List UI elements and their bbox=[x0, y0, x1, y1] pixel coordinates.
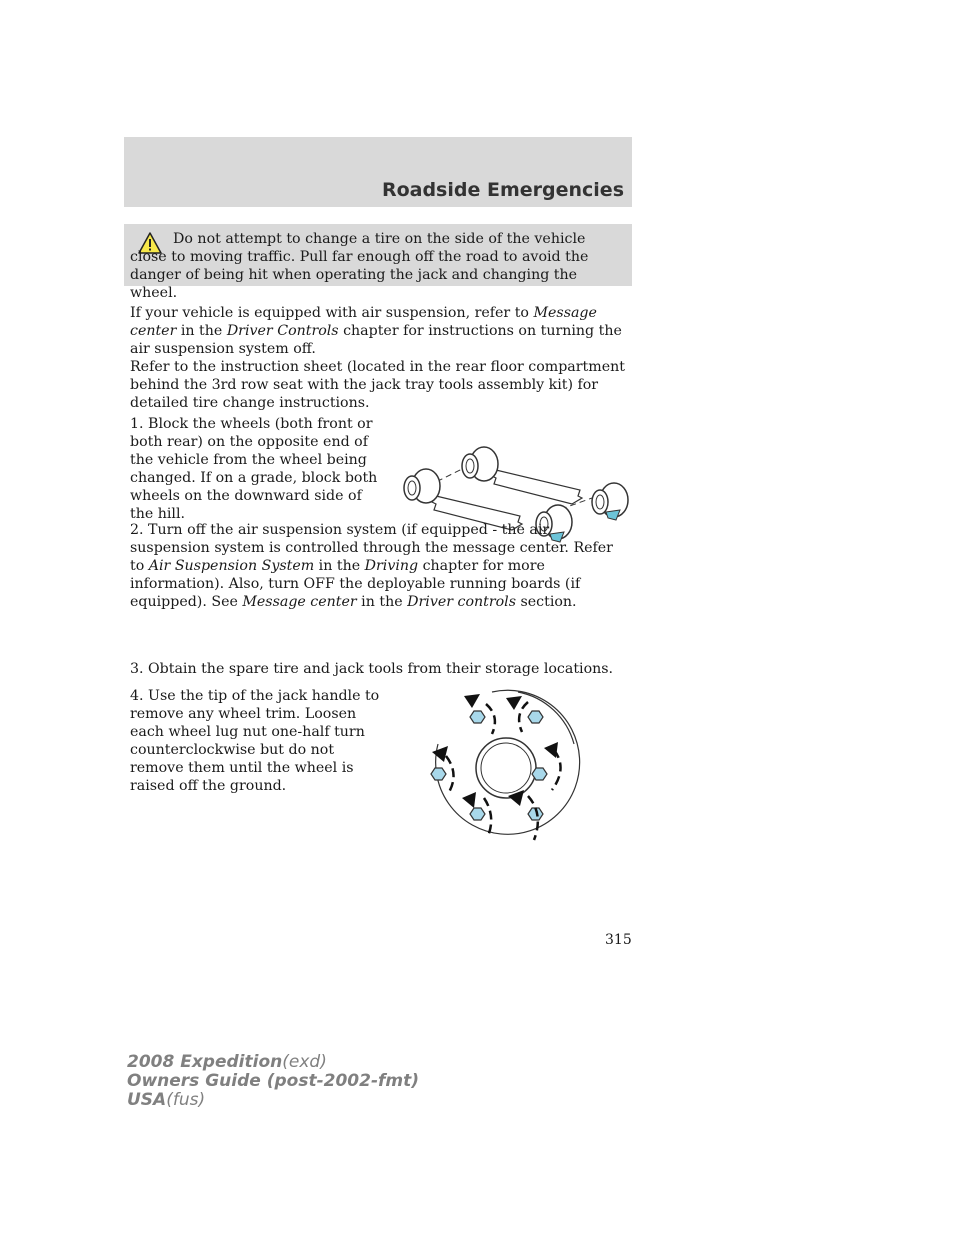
step-4-paragraph: 4. Use the tip of the jack handle to remove any wheel trim. Loosen each wheel lug nut one-half turn counterclockwise but do not remove them until the wheel is raised off the ground. bbox=[130, 688, 380, 794]
lug-nut-right bbox=[532, 768, 547, 780]
page-number: 315 bbox=[605, 932, 632, 948]
arrow-icon bbox=[462, 792, 476, 808]
air-suspension-paragraph: If your vehicle is equipped with air suspension, refer to Message center in the Driver Controls chapter for instructions on turning the air suspension system off. bbox=[130, 305, 622, 357]
header-band bbox=[124, 137, 632, 207]
step-1-paragraph: 1. Block the wheels (both front or both rear) on the opposite end of the vehicle from the wheel being changed. If on a grade, block both wheels on the downward side of the hill. bbox=[130, 416, 378, 522]
step-2-paragraph: 2. Turn off the air suspension system (if equipped - the air suspension system is controlled through the message center. Refer to Air Suspension System in the Driving chapter for more information). Also, turn OFF the deployable running boards (if equipped). See Message center in the Driver controls section. bbox=[130, 522, 613, 610]
lug-nut-left bbox=[431, 768, 446, 780]
lug-nut-top-right bbox=[528, 711, 543, 723]
rear-left-tire bbox=[404, 469, 440, 503]
lug-nut-top-left bbox=[470, 711, 485, 723]
arrow-icon bbox=[506, 696, 522, 710]
arrow-icon bbox=[544, 742, 558, 758]
footer-line-3: USA(fus) bbox=[127, 1090, 206, 1110]
lug-nut-bottom-left bbox=[470, 808, 485, 820]
section-title: Roadside Emergencies bbox=[381, 179, 624, 201]
footer-line-1: 2008 Expedition(exd) bbox=[127, 1052, 327, 1072]
instruction-sheet-paragraph: Refer to the instruction sheet (located in the rear floor compartment behind the 3rd row seat with the jack tray tools assembly kit) for detailed tire change instructions. bbox=[130, 359, 625, 411]
front-right-tire bbox=[592, 483, 628, 520]
arrow-icon bbox=[464, 694, 480, 708]
footer bbox=[127, 1053, 419, 1110]
step-3-paragraph: 3. Obtain the spare tire and jack tools from their storage locations. bbox=[130, 661, 614, 677]
warning-box bbox=[124, 224, 632, 301]
footer-line-2: Owners Guide (post-2002-fmt) bbox=[127, 1071, 420, 1091]
lug-nut-loosening-illustration bbox=[428, 686, 584, 846]
warning-text: Do not attempt to change a tire on the side of the vehicle close to moving traffic. Pull far enough off the road to avoid the danger of being hit when operating the jack and changing the wheel. bbox=[130, 231, 589, 301]
arrow-icon bbox=[432, 746, 448, 762]
rear-right-tire bbox=[462, 447, 498, 481]
